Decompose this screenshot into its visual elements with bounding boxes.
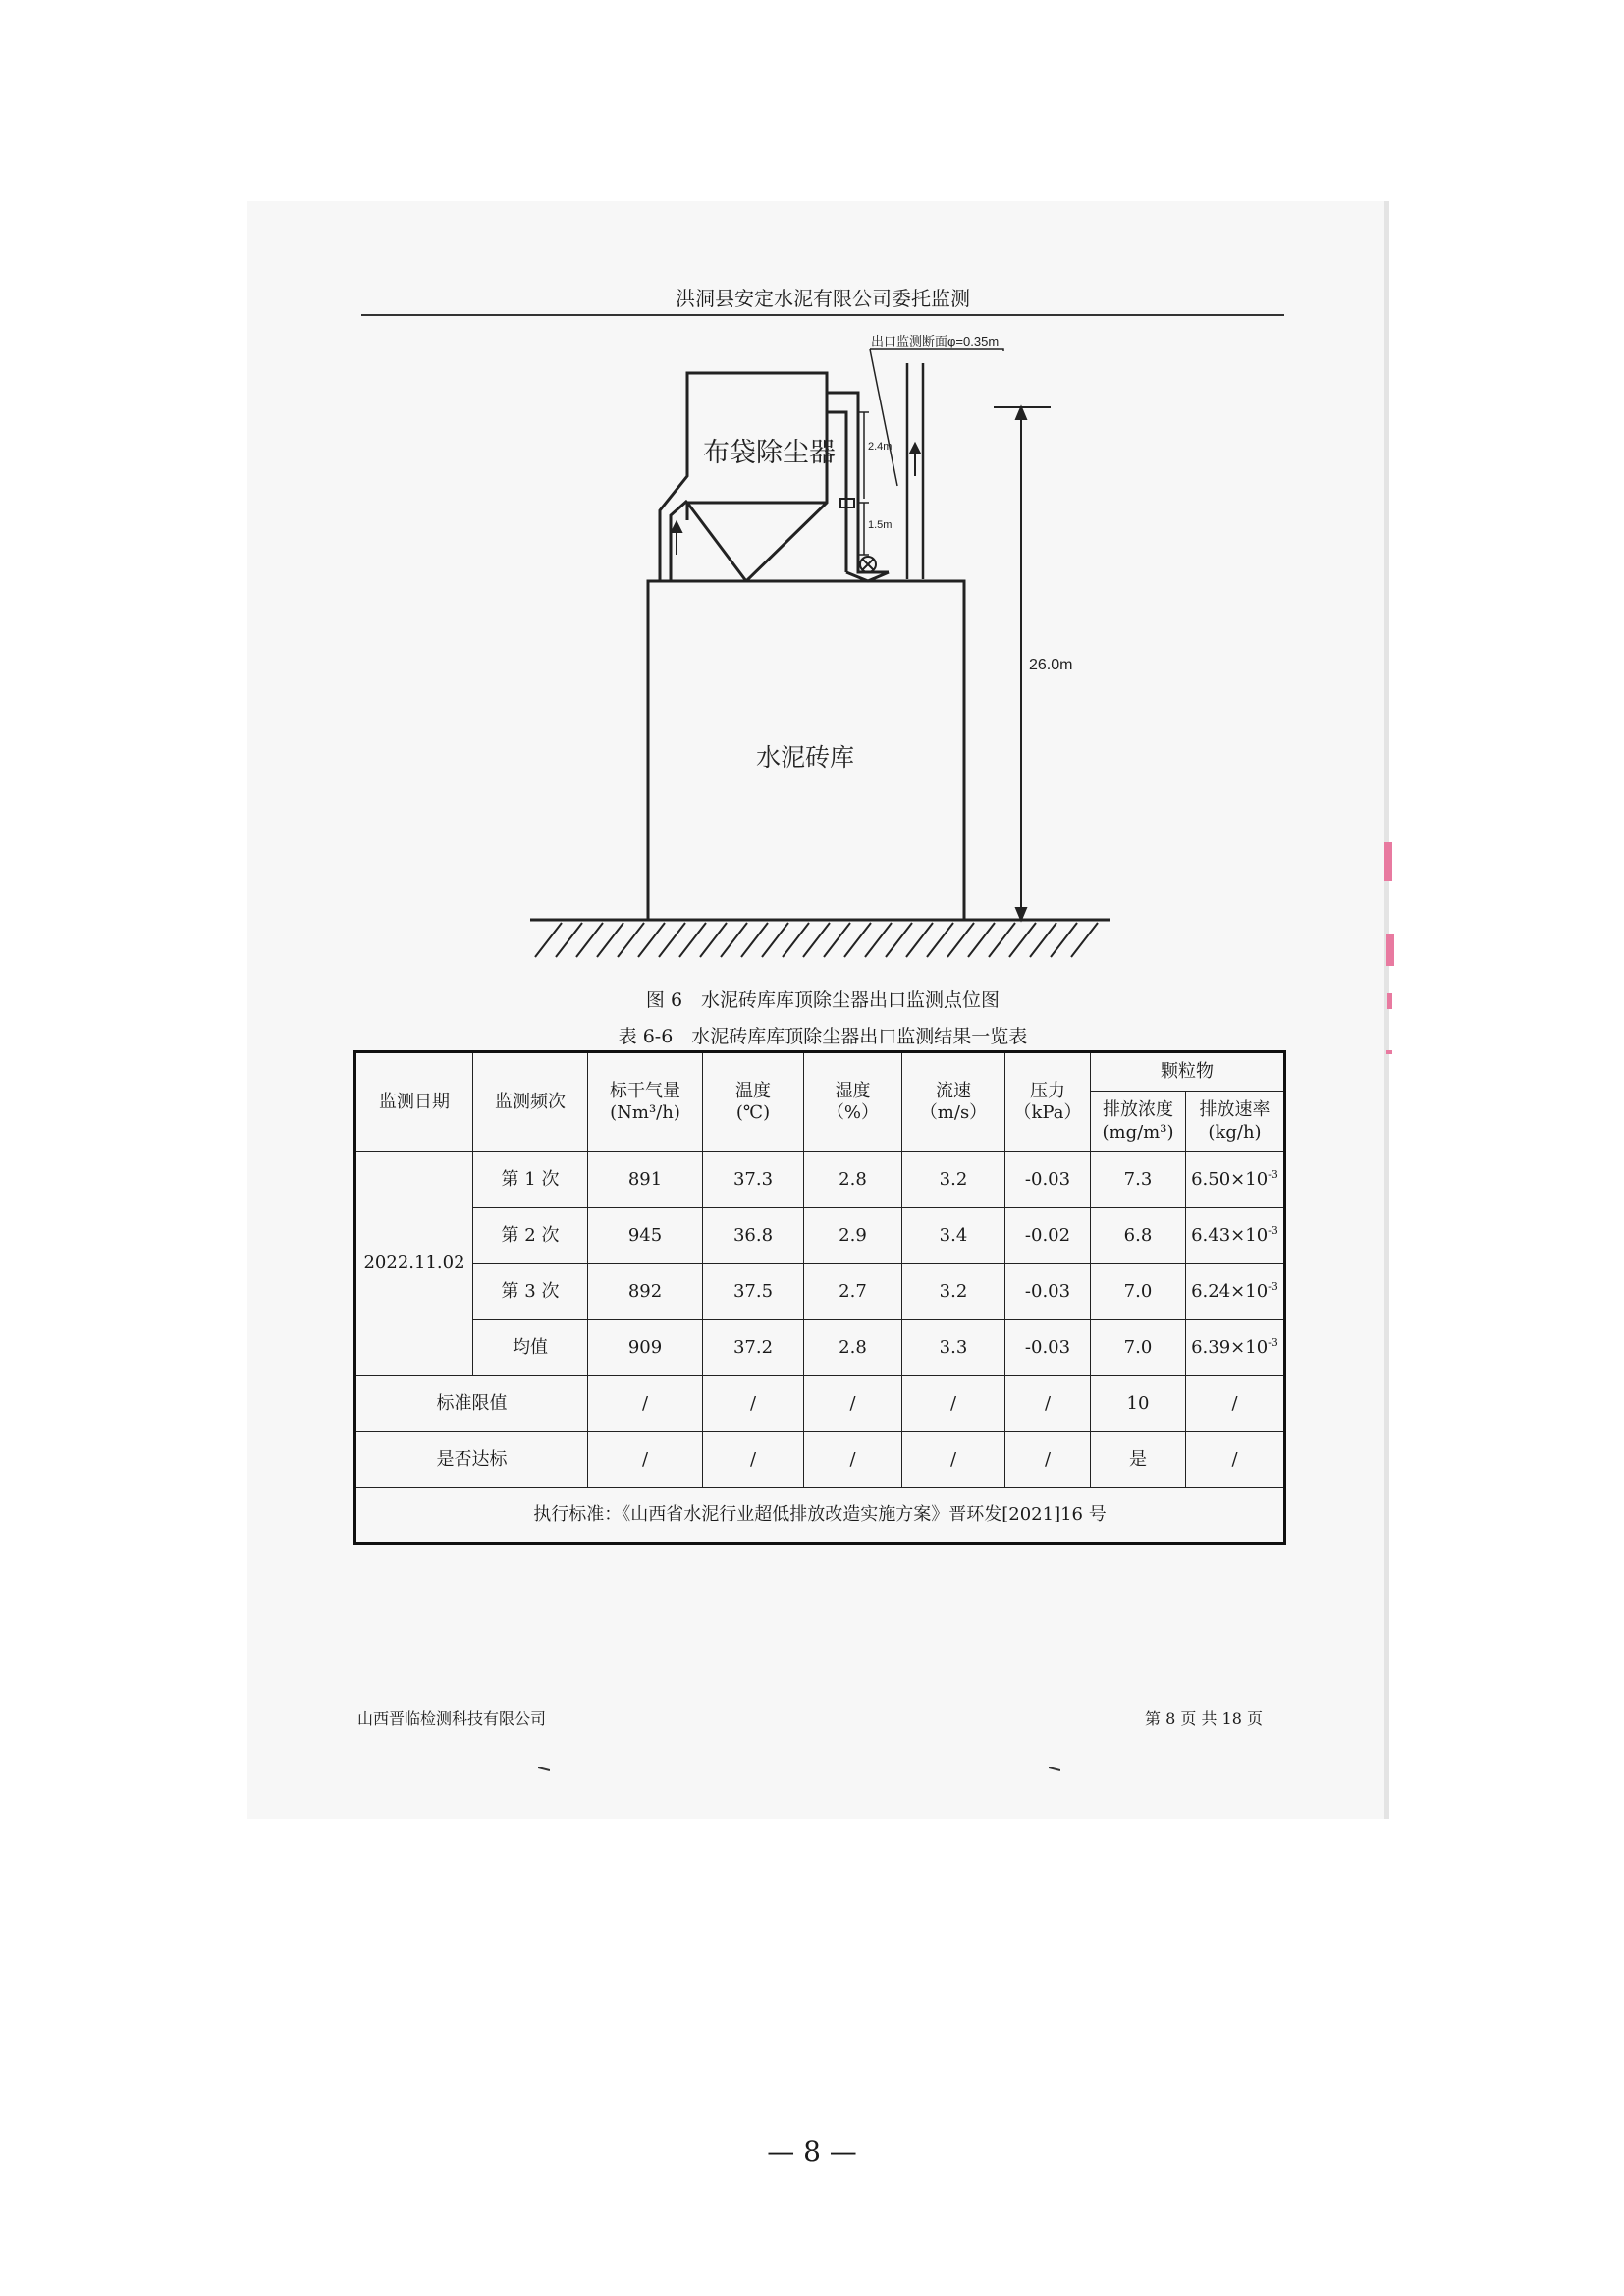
col-temp-label: 温度 bbox=[735, 1080, 771, 1101]
speed-cell: 3.2 bbox=[902, 1152, 1005, 1208]
date-cell: 2022.11.02 bbox=[355, 1152, 473, 1376]
stack-arrow bbox=[910, 444, 920, 476]
conc-cell: 7.0 bbox=[1091, 1320, 1186, 1376]
humidity-cell: 2.8 bbox=[804, 1320, 902, 1376]
conc-cell: 7.0 bbox=[1091, 1264, 1186, 1320]
freq-cell: 第 3 次 bbox=[473, 1264, 588, 1320]
rate-cell bbox=[1186, 1320, 1285, 1376]
col-temp bbox=[703, 1052, 804, 1152]
compliance-cell: / bbox=[1186, 1432, 1285, 1488]
col-rate-label: 排放速率 bbox=[1199, 1099, 1271, 1120]
report-header: 洪洞县安定水泥有限公司委托监测 bbox=[676, 287, 970, 310]
bag-dust-collector bbox=[660, 373, 827, 581]
limit-cell: / bbox=[703, 1376, 804, 1432]
limit-cell: / bbox=[902, 1376, 1005, 1432]
speed-cell: 3.3 bbox=[902, 1320, 1005, 1376]
limit-cell: / bbox=[804, 1376, 902, 1432]
flow-cell: 945 bbox=[588, 1208, 703, 1264]
outlet-duct bbox=[827, 393, 889, 581]
speed-cell: 3.4 bbox=[902, 1208, 1005, 1264]
page-number: — 8 — bbox=[767, 2135, 857, 2167]
col-rate-unit: (kg/h) bbox=[1208, 1121, 1262, 1143]
freq-cell: 第 2 次 bbox=[473, 1208, 588, 1264]
scan-edge bbox=[1384, 201, 1389, 1819]
limit-conc-cell: 10 bbox=[1091, 1376, 1186, 1432]
rate-exponent: -3 bbox=[1268, 1224, 1278, 1238]
temp-cell: 37.3 bbox=[703, 1152, 804, 1208]
rate-base: 6.39×10 bbox=[1191, 1337, 1269, 1359]
outlet-section-label: 出口监测断面φ=0.35m bbox=[871, 334, 1000, 348]
col-flow-label: 标干气量 bbox=[610, 1080, 680, 1101]
compliance-conc-cell: 是 bbox=[1091, 1432, 1186, 1488]
col-pressure-unit: （kPa） bbox=[1013, 1102, 1082, 1123]
compliance-row bbox=[355, 1432, 1285, 1488]
limit-cell: / bbox=[588, 1376, 703, 1432]
temp-cell: 37.2 bbox=[703, 1320, 804, 1376]
compliance-cell: / bbox=[804, 1432, 902, 1488]
col-speed-label: 流速 bbox=[936, 1080, 971, 1101]
col-date: 监测日期 bbox=[355, 1052, 473, 1152]
footer-company: 山西晋临检测科技有限公司 bbox=[357, 1709, 547, 1728]
figure-caption: 图 6 水泥砖库库顶除尘器出口监测点位图 bbox=[645, 989, 1001, 1011]
header-row bbox=[355, 1052, 1285, 1092]
conc-cell: 6.8 bbox=[1091, 1208, 1186, 1264]
col-temp-unit: (℃) bbox=[735, 1102, 771, 1123]
col-conc-label: 排放浓度 bbox=[1103, 1099, 1173, 1120]
temp-cell: 37.5 bbox=[703, 1264, 804, 1320]
limit-cell: / bbox=[1186, 1376, 1285, 1432]
col-conc-unit: (mg/m³) bbox=[1102, 1121, 1174, 1143]
ground-hatch bbox=[535, 923, 1098, 957]
rate-cell bbox=[1186, 1208, 1285, 1264]
compliance-cell: / bbox=[902, 1432, 1005, 1488]
scan-mark bbox=[1049, 1767, 1060, 1771]
table-row-average bbox=[355, 1320, 1285, 1376]
humidity-cell: 2.8 bbox=[804, 1152, 902, 1208]
rate-exponent: -3 bbox=[1268, 1280, 1278, 1294]
col-humidity-label: 湿度 bbox=[835, 1080, 871, 1101]
freq-cell: 均值 bbox=[473, 1320, 588, 1376]
standard-note: 执行标准：《山西省水泥行业超低排放改造实施方案》晋环发[2021]16 号 bbox=[355, 1488, 1285, 1544]
pressure-cell: -0.03 bbox=[1005, 1152, 1091, 1208]
scan-mark bbox=[538, 1767, 550, 1771]
rate-base: 6.43×10 bbox=[1191, 1225, 1269, 1247]
table-caption: 表 6-6 水泥砖库库顶除尘器出口监测结果一览表 bbox=[618, 1026, 1028, 1047]
table-row bbox=[355, 1264, 1285, 1320]
col-frequency: 监测频次 bbox=[473, 1052, 588, 1152]
rate-exponent: -3 bbox=[1268, 1168, 1278, 1182]
col-speed-unit: （m/s） bbox=[919, 1102, 988, 1123]
rate-base: 6.50×10 bbox=[1191, 1169, 1269, 1191]
temp-cell: 36.8 bbox=[703, 1208, 804, 1264]
compliance-cell: / bbox=[588, 1432, 703, 1488]
col-particulate: 颗粒物 bbox=[1091, 1052, 1285, 1092]
col-concentration bbox=[1091, 1092, 1186, 1152]
humidity-cell: 2.9 bbox=[804, 1208, 902, 1264]
duct-dimension bbox=[859, 412, 869, 555]
footer-page-info: 第 8 页 共 18 页 bbox=[1145, 1709, 1263, 1728]
col-speed bbox=[902, 1052, 1005, 1152]
stamp-fragment bbox=[1384, 842, 1392, 881]
limit-cell: / bbox=[1005, 1376, 1091, 1432]
table-row bbox=[355, 1152, 1285, 1208]
col-pressure bbox=[1005, 1052, 1091, 1152]
humidity-cell: 2.7 bbox=[804, 1264, 902, 1320]
flow-cell: 909 bbox=[588, 1320, 703, 1376]
compliance-cell: / bbox=[703, 1432, 804, 1488]
rate-base: 6.24×10 bbox=[1191, 1281, 1269, 1303]
silo-label: 水泥砖库 bbox=[756, 744, 855, 772]
rate-cell bbox=[1186, 1152, 1285, 1208]
freq-cell: 第 1 次 bbox=[473, 1152, 588, 1208]
rate-exponent: -3 bbox=[1268, 1336, 1278, 1350]
col-flow bbox=[588, 1052, 703, 1152]
limit-label: 标准限值 bbox=[355, 1376, 588, 1432]
compliance-label: 是否达标 bbox=[355, 1432, 588, 1488]
col-humidity bbox=[804, 1052, 902, 1152]
limit-row bbox=[355, 1376, 1285, 1432]
stamp-fragment bbox=[1386, 1050, 1392, 1054]
stamp-fragment bbox=[1387, 993, 1392, 1009]
upper-dimension: 2.4m bbox=[868, 441, 893, 453]
dust-collector-label: 布袋除尘器 bbox=[703, 438, 836, 467]
standard-row bbox=[355, 1488, 1285, 1544]
pressure-cell: -0.02 bbox=[1005, 1208, 1091, 1264]
col-pressure-label: 压力 bbox=[1030, 1080, 1065, 1101]
col-humidity-unit: （%） bbox=[826, 1102, 880, 1123]
flow-cell: 891 bbox=[588, 1152, 703, 1208]
lower-dimension: 1.5m bbox=[868, 519, 893, 531]
compliance-cell: / bbox=[1005, 1432, 1091, 1488]
table-row bbox=[355, 1208, 1285, 1264]
outlet-leader bbox=[870, 349, 1003, 351]
height-label: 26.0m bbox=[1029, 657, 1073, 673]
rate-cell bbox=[1186, 1264, 1285, 1320]
col-flow-unit: (Nm³/h) bbox=[610, 1102, 680, 1123]
pressure-cell: -0.03 bbox=[1005, 1320, 1091, 1376]
stamp-fragment bbox=[1386, 934, 1394, 966]
pressure-cell: -0.03 bbox=[1005, 1264, 1091, 1320]
monitoring-point-diagram bbox=[247, 314, 1131, 972]
flow-cell: 892 bbox=[588, 1264, 703, 1320]
conc-cell: 7.3 bbox=[1091, 1152, 1186, 1208]
col-rate bbox=[1186, 1092, 1285, 1152]
speed-cell: 3.2 bbox=[902, 1264, 1005, 1320]
results-table bbox=[353, 1050, 1286, 1545]
inlet-arrow bbox=[672, 522, 681, 555]
